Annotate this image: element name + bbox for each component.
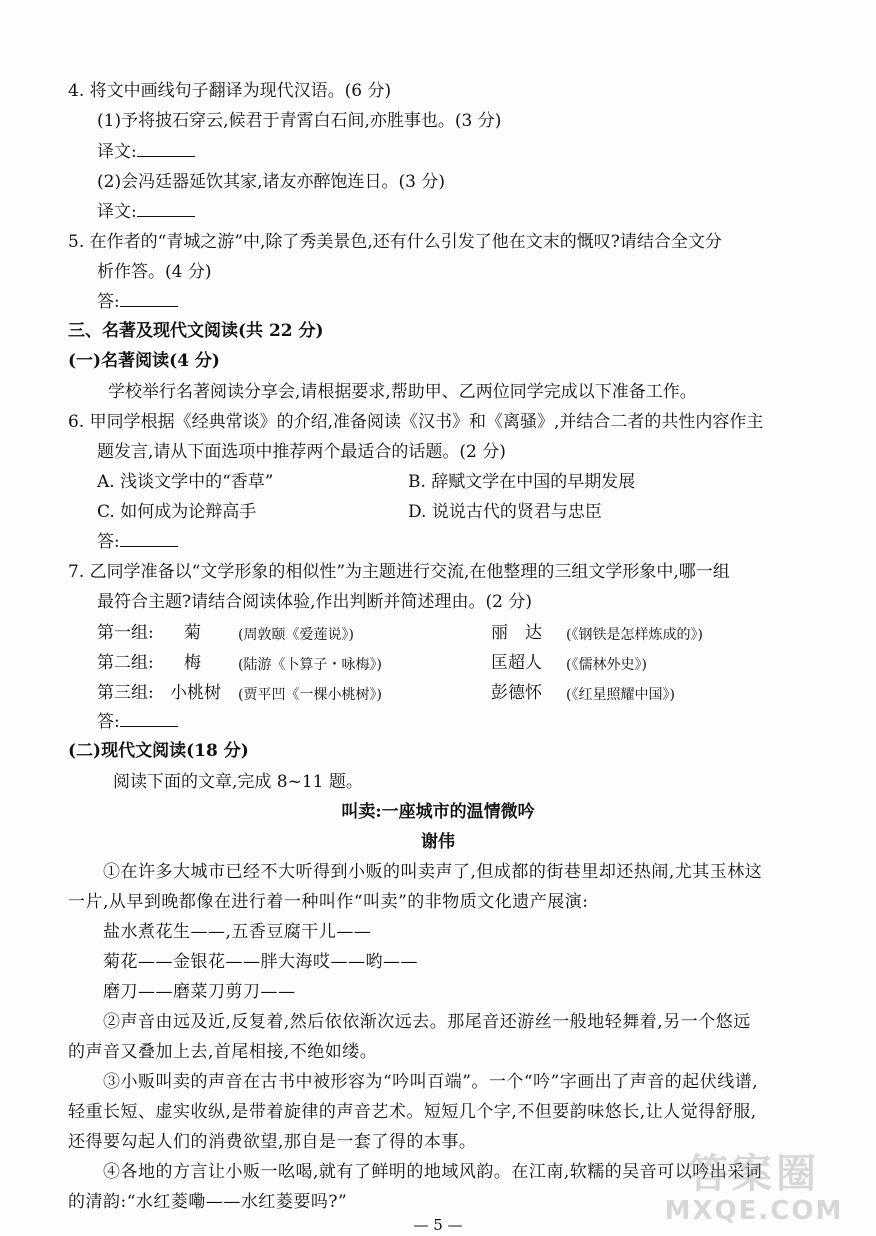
- section3-sub1: (一)名著阅读(4 分): [68, 351, 220, 371]
- watermark-top-text: 答案圈: [688, 1151, 820, 1197]
- q6-answer: [97, 531, 178, 553]
- q4-sentence-2: (2)会冯廷器延饮其家,诸友亦醉饱连日。(3 分): [97, 172, 445, 192]
- q7-group-1-source-a: (周敦颐《爱莲说》): [238, 627, 354, 643]
- q7-group-3-source-a: (贾平凹《一棵小桃树》): [238, 687, 382, 703]
- article-call-2: 菊花——金银花——胖大海哎——哟——: [103, 952, 418, 972]
- q5-line-1: 5. 在作者的“青城之游”中,除了秀美景色,还有什么引发了他在文末的慨叹?请结合全文分: [68, 232, 722, 252]
- q4-answer-1-label: 译文:: [97, 142, 137, 162]
- q7-group-1-label: 第一组:: [97, 623, 154, 643]
- q7-answer-blank[interactable]: [120, 712, 178, 727]
- section3-sub2: (二)现代文阅读(18 分): [68, 741, 249, 761]
- q7-group-2-source-a: (陆游《卜算子・咏梅》): [238, 657, 382, 673]
- article-call-3: 磨刀——磨菜刀剪刀——: [103, 982, 296, 1002]
- q7-group-1-image-a: 菊: [184, 623, 201, 643]
- article-p1-line-2: 一片,从早到晚都像在进行着一种叫作“叫卖”的非物质文化遗产展演:: [68, 892, 589, 912]
- watermark-bottom-text: MXQE.COM: [664, 1196, 844, 1226]
- q6-option-c[interactable]: C. 如何成为论辩高手: [97, 502, 257, 522]
- q6-option-b[interactable]: B. 辞赋文学在中国的早期发展: [408, 472, 636, 492]
- watermark-logo: [654, 1151, 854, 1226]
- q7-group-3-label: 第三组:: [97, 683, 154, 703]
- q7-group-2-image-b: 匡超人: [491, 653, 542, 673]
- q4-answer-1: [97, 141, 195, 163]
- section3-heading: 三、名著及现代文阅读(共 22 分): [68, 321, 324, 341]
- q5-answer-label: 答:: [97, 292, 120, 312]
- article-title: 叫卖:一座城市的温情微吟: [341, 802, 535, 822]
- q7-answer-label: 答:: [97, 712, 120, 732]
- article-author: 谢伟: [421, 832, 455, 852]
- q6-line-1: 6. 甲同学根据《经典常谈》的介绍,准备阅读《汉书》和《离骚》,并结合二者的共性内容作主: [68, 412, 764, 432]
- q6-answer-label: 答:: [97, 532, 120, 552]
- section3-sub2-intro: 阅读下面的文章,完成 8~11 题。: [113, 772, 363, 792]
- q7-group-2-source-b: (《儒林外史》): [566, 657, 647, 673]
- q6-option-a[interactable]: A. 浅谈文学中的“香草”: [97, 472, 274, 492]
- article-p2-line-1: ②声音由远及近,反复着,然后依依渐次远去。那尾音还游丝一般地轻舞着,另一个悠远: [103, 1012, 751, 1032]
- q7-group-2-image-a: 梅: [184, 653, 201, 673]
- article-p3-line-3: 还得要勾起人们的消费欲望,那自是一套了得的本事。: [68, 1132, 477, 1152]
- q7-group-2-label: 第二组:: [97, 653, 154, 673]
- q4-sentence-1: (1)予将披石穿云,候君于青霄白石间,亦胜事也。(3 分): [97, 111, 502, 131]
- q6-option-d[interactable]: D. 说说古代的贤君与忠臣: [408, 502, 602, 522]
- q4-stem: 4. 将文中画线句子翻译为现代汉语。(6 分): [68, 81, 392, 101]
- article-p4-line-1: ④各地的方言让小贩一吆喝,就有了鲜明的地域风韵。在江南,软糯的吴音可以吟出采词: [103, 1162, 763, 1182]
- q7-answer: [97, 711, 178, 733]
- article-p3-line-1: ③小贩叫卖的声音在古书中被形容为“吟叫百端”。一个“吟”字画出了声音的起伏线谱,: [103, 1072, 759, 1092]
- q7-group-3-source-b: (《红星照耀中国》): [566, 687, 675, 703]
- q7-line-2: 最符合主题?请结合阅读体验,作出判断并简述理由。(2 分): [97, 592, 533, 612]
- article-p4-line-2: 的清韵:“水红菱嘞——水红菱要吗?”: [68, 1192, 348, 1212]
- article-call-1: 盐水煮花生——,五香豆腐干儿——: [103, 922, 372, 942]
- q7-line-1: 7. 乙同学准备以“文学形象的相似性”为主题进行交流,在他整理的三组文学形象中,哪一组: [68, 562, 730, 582]
- q4-answer-2-blank[interactable]: [137, 202, 195, 217]
- q5-answer-blank[interactable]: [120, 292, 178, 307]
- q6-line-2: 题发言,请从下面选项中推荐两个最适合的话题。(2 分): [97, 442, 506, 462]
- page-number: — 5 —: [413, 1216, 463, 1234]
- article-p2-line-2: 的声音又叠加上去,首尾相接,不绝如缕。: [68, 1042, 378, 1062]
- article-p1-line-1: ①在许多大城市已经不大听得到小贩的叫卖声了,但成都的街巷里却还热闹,尤其玉林这: [103, 862, 763, 882]
- q7-group-1-image-b: 丽 达: [491, 623, 542, 643]
- section3-intro: 学校举行名著阅读分享会,请根据要求,帮助甲、乙两位同学完成以下准备工作。: [108, 382, 697, 402]
- q4-answer-2-label: 译文:: [97, 202, 137, 222]
- q7-group-3-image-a: 小桃树: [170, 683, 221, 703]
- article-p3-line-2: 轻重长短、虚实收纵,是带着旋律的声音艺术。短短几个字,不但要韵味悠长,让人觉得舒服,: [68, 1102, 757, 1122]
- q4-answer-2: [97, 201, 195, 223]
- q5-answer: [97, 291, 178, 313]
- q7-group-3-image-b: 彭德怀: [491, 683, 542, 703]
- q7-group-1-source-b: (《钢铁是怎样炼成的》): [566, 627, 703, 643]
- q4-answer-1-blank[interactable]: [137, 142, 195, 157]
- q6-answer-blank[interactable]: [120, 532, 178, 547]
- q5-line-2: 析作答。(4 分): [97, 262, 212, 282]
